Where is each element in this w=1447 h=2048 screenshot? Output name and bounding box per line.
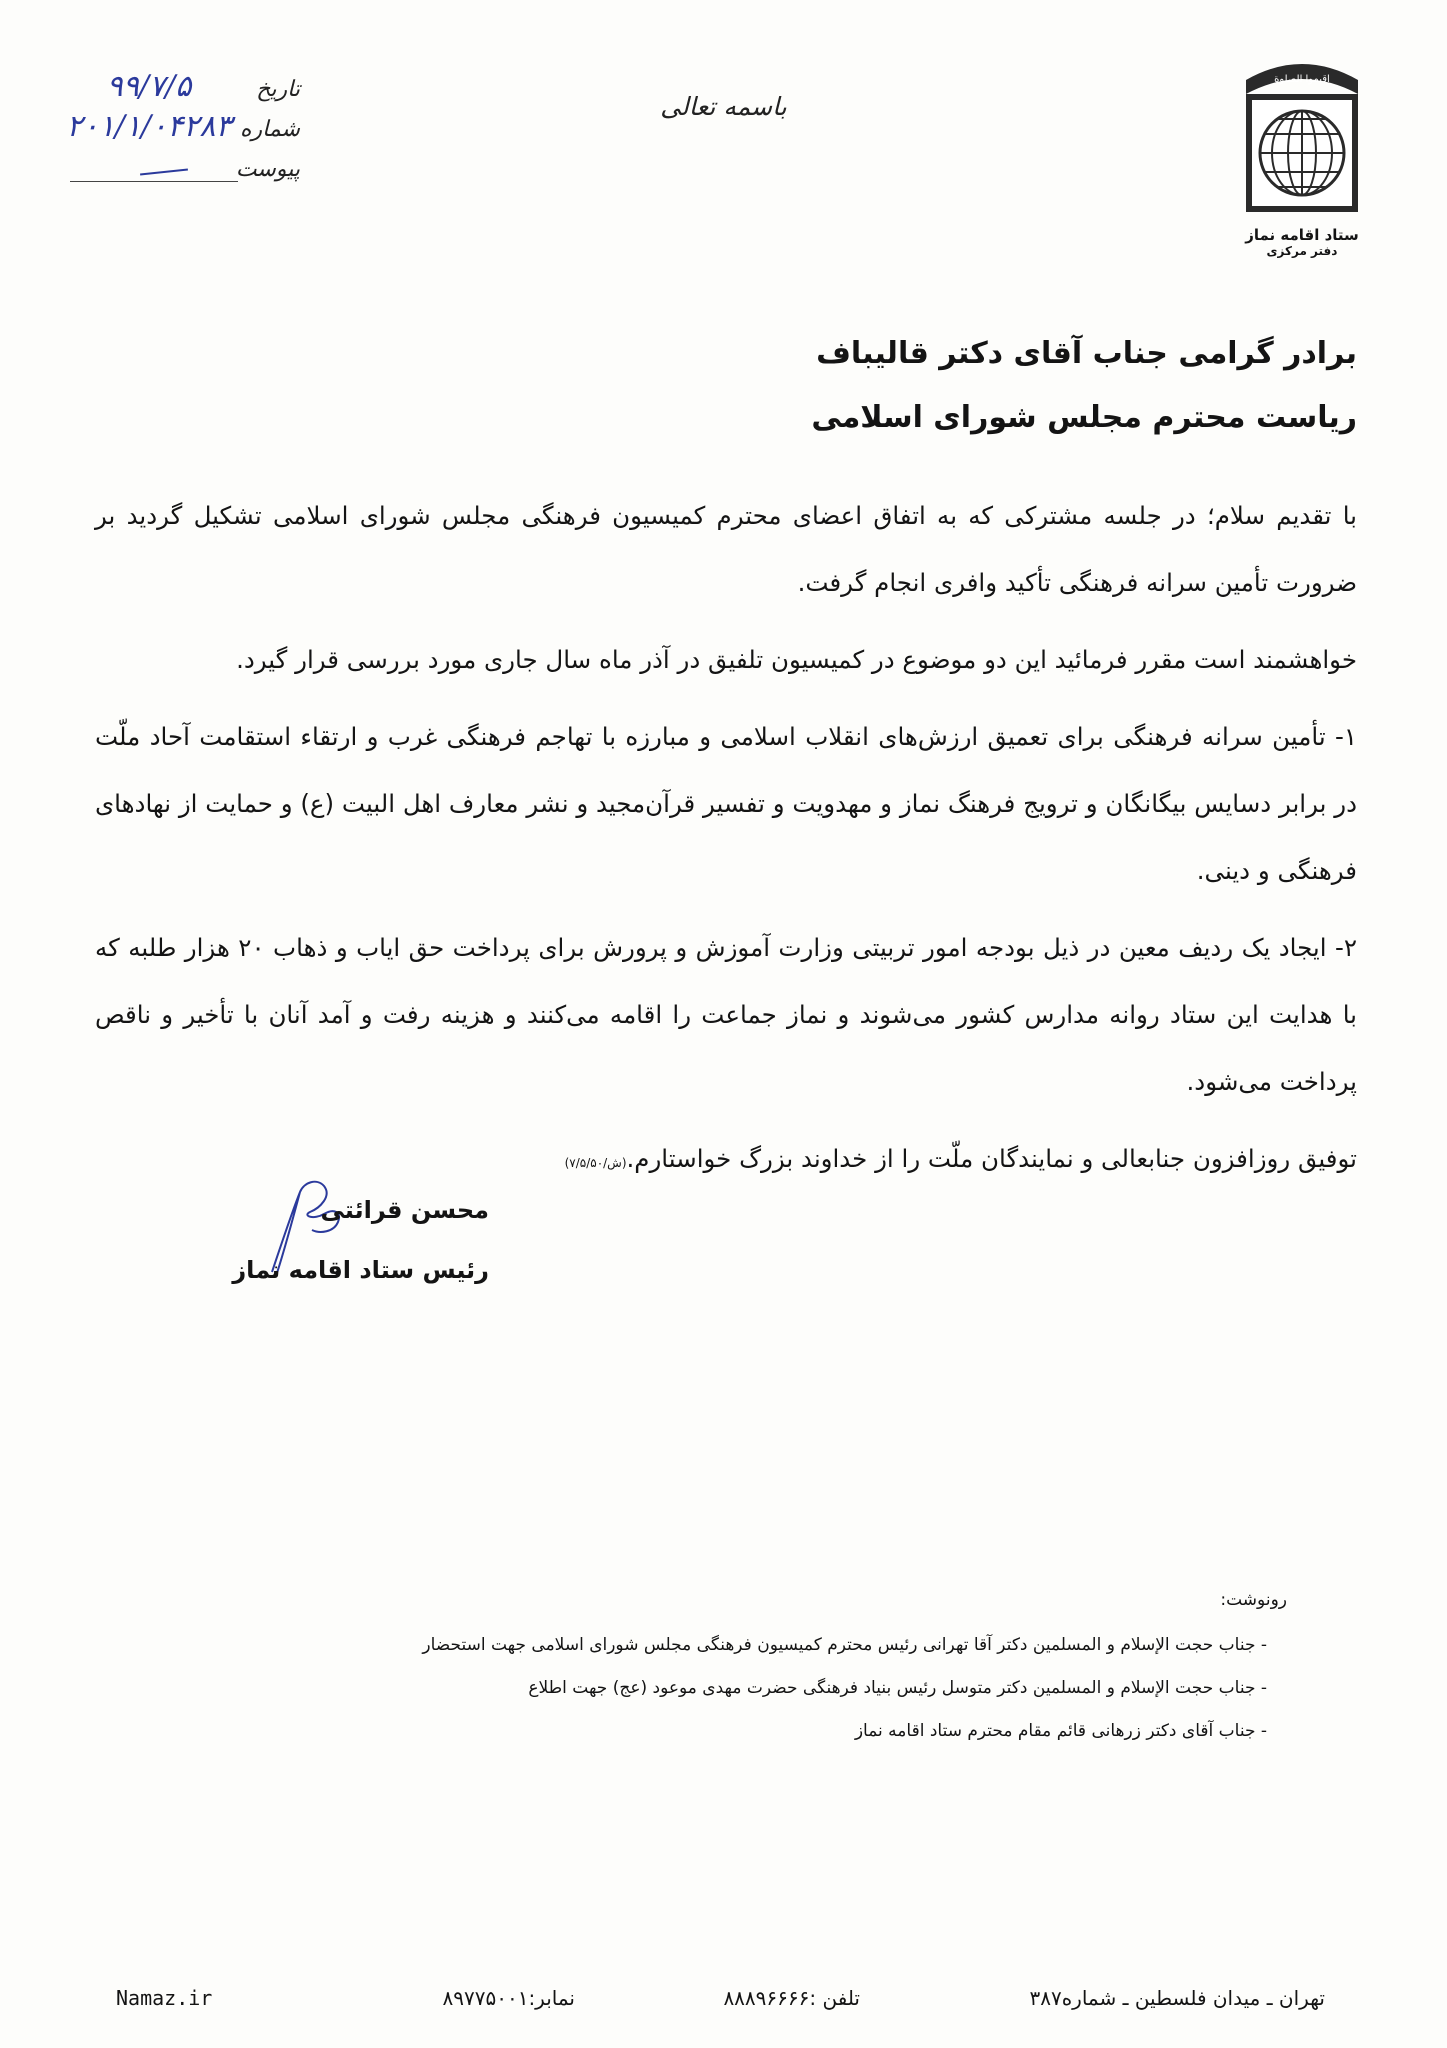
footer-address: تهران ـ میدان فلسطین ـ شماره۳۸۷ — [1029, 1986, 1325, 2010]
cc-title: رونوشت: — [1220, 1590, 1287, 1610]
footer-fax: نمابر:۸۹۷۷۵۰۰۱ — [442, 1986, 575, 2010]
logo-subtitle: دفتر مرکزی — [1266, 244, 1338, 258]
basmala-heading: باسمه تعالی — [660, 92, 787, 121]
attachment-row — [60, 142, 300, 182]
body-paragraph-greeting: با تقدیم سلام؛ در جلسه مشترکی که به اتفاق اعضای محترم کمیسیون فرهنگی مجلس شورای اسلامی تشکیل گردید بر ضرورت تأمین سرانه فرهنگی تأکید وافری انجام گرفت. — [95, 501, 1357, 597]
cc-list — [207, 1586, 1287, 1761]
logo-name: ستاد اقامه نماز — [1245, 226, 1359, 244]
signatory-name: محسن قرائتی — [320, 1196, 489, 1224]
organization-logo — [1233, 54, 1371, 258]
cc-item: - جناب حجت الإسلام و المسلمین دکتر آقا تهرانی رئیس محترم کمیسیون فرهنگی مجلس شورای اسلامی جهت استحضار — [422, 1635, 1267, 1655]
number-row — [60, 102, 300, 142]
svg-text:اقیموا الصلوة: اقیموا الصلوة — [1274, 74, 1330, 85]
cc-item: - جناب حجت الإسلام و المسلمین دکتر متوسل رئیس بنیاد فرهنگی حضرت مهدی موعود (عج) جهت اطلاع — [528, 1678, 1267, 1698]
body-paragraph-request: خواهشمند است مقرر فرمائید این دو موضوع در کمیسیون تلفیق در آذر ماه سال جاری مورد بررسی قرار گیرد. — [236, 645, 1357, 674]
date-row — [60, 62, 300, 102]
closing-text: توفیق روزافزون جنابعالی و نمایندگان ملّت را از خداوند بزرگ خواستارم. — [626, 1144, 1357, 1173]
number-value: ۲۰۱/۱/۰۴۲۸۳ — [66, 109, 232, 144]
attachment-line — [70, 167, 238, 182]
number-label: شماره — [239, 117, 300, 142]
cc-item: - جناب آقای دکتر زرهانی قائم مقام محترم ستاد اقامه نماز — [854, 1721, 1267, 1741]
body-paragraph-item-2: ۲- ایجاد یک ردیف معین در ذیل بودجه امور تربیتی وزارت آموزش و پرورش برای پرداخت حق ایاب و ذهاب ۲۰ هزار طلبه که با هدایت این ستاد روانه مدارس کشور می‌شوند و نماز جماعت را اقامه می‌کنند و هزینه رفت و آمد آنان با تأخیر و ناقص پرداخت می‌شود. — [95, 933, 1357, 1096]
letter-body — [95, 482, 1357, 1207]
footer-phone: تلفن :۸۸۸۹۶۶۶۶ — [723, 1986, 860, 2010]
letter-metadata — [60, 62, 300, 182]
recipient-name: برادر گرامی جناب آقای دکتر قالیباف — [816, 336, 1357, 371]
body-paragraph-item-1: ۱- تأمین سرانه فرهنگی برای تعمیق ارزش‌های انقلاب اسلامی و مبارزه با تهاجم فرهنگی غرب و ارتقاء استقامت آحاد ملّت در برابر دسایس بیگانگان و ترویج فرهنگ نماز و مهدویت و تفسیر قرآن‌مجید و نشر معارف اهل البیت (ع) و حمایت از نهادهای فرهنگی و دینی. — [95, 722, 1357, 885]
closing-reference: (ش/۷/۵/۵۰) — [564, 1156, 627, 1170]
attachment-dash — [140, 168, 188, 175]
date-value: ۹۹/۷/۵ — [106, 69, 192, 104]
date-label: تاریخ — [256, 77, 300, 102]
attachment-label: پیوست — [235, 157, 300, 182]
recipient-block — [97, 322, 1357, 450]
recipient-title: ریاست محترم مجلس شورای اسلامی — [811, 400, 1357, 435]
signature-block — [159, 1180, 489, 1300]
signatory-title: رئیس ستاد اقامه نماز — [232, 1256, 489, 1284]
globe-emblem-icon — [1240, 54, 1364, 220]
footer-website: Namaz.ir — [116, 1986, 213, 2010]
letter-footer — [0, 1986, 1447, 2020]
